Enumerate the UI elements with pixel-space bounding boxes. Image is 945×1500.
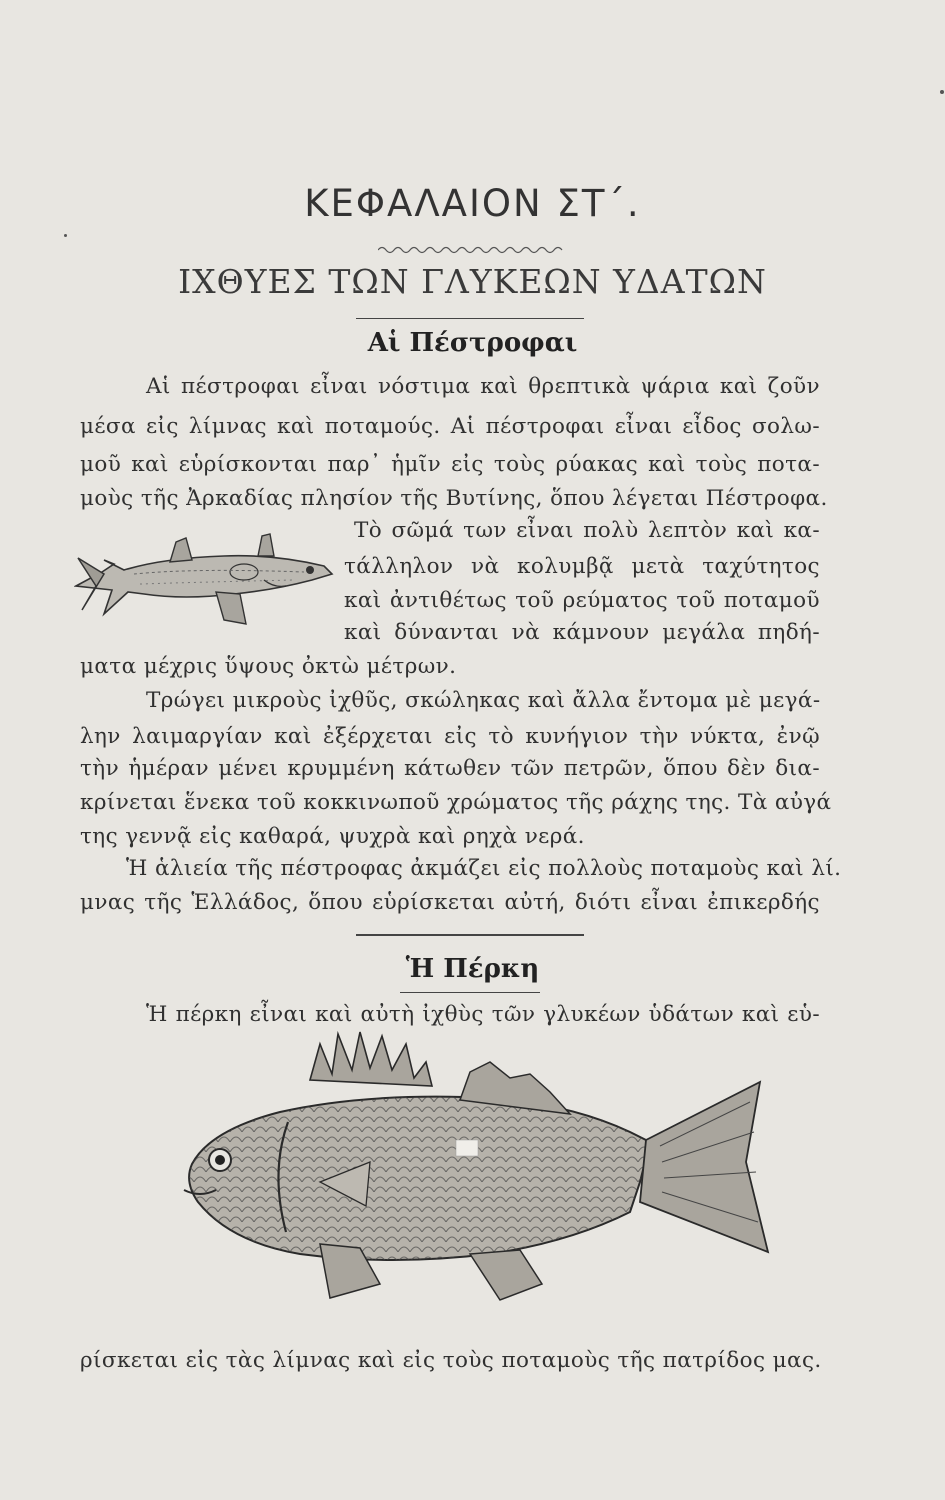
text-line: λην λαιμαργίαν καὶ ἐξέρχεται εἰς τὸ κυνήγιον τὴν νύκτα, ἐνῷ [80, 724, 820, 749]
trout-illustration [74, 528, 336, 638]
text-line: μοῦ καὶ εὑρίσκονται παρ᾽ ἡμῖν εἰς τοὺς ρύακας καὶ τοὺς ποτα- [80, 452, 820, 477]
page-speck [940, 90, 944, 94]
text-line: κρίνεται ἕνεκα τοῦ κοκκινωποῦ χρώματος τῆς ράχης της. Τὰ αὐγά [80, 790, 832, 815]
chapter-subtitle: ΙΧΘΥΕΣ ΤΩΝ ΓΛΥΚΕΩΝ ΥΔΑΤΩΝ [178, 262, 767, 301]
text-line: καὶ ἀντιθέτως τοῦ ρεύματος τοῦ ποταμοῦ [344, 588, 820, 613]
section-heading-trout: Αἱ Πέστροφαι [367, 328, 578, 358]
chapter-title: ΚΕΦΑΛΑΙΟΝ ΣΤ΄. [304, 182, 641, 225]
page-speck [64, 234, 67, 237]
text-line: της γεννᾷ εἰς καθαρά, ψυχρὰ καὶ ρηχὰ νερά. [80, 824, 585, 849]
text-line: μέσα εἰς λίμνας καὶ ποταμούς. Αἱ πέστροφαι εἶναι εἶδος σολω- [80, 414, 820, 439]
divider-rule [356, 318, 584, 319]
text-line: μνας τῆς Ἑλλάδος, ὅπου εὑρίσκεται αὐτή, διότι εἶναι ἐπικερδής [80, 890, 820, 915]
text-line: ματα μέχρις ὕψους ὀκτὼ μέτρων. [80, 654, 457, 679]
text-line: Τρώγει μικροὺς ἰχθῦς, σκώληκας καὶ ἄλλα ἔντομα μὲ μεγά- [146, 688, 821, 713]
text-line: τὴν ἡμέραν μένει κρυμμένη κάτωθεν τῶν πετρῶν, ὅπου δὲν δια- [80, 756, 820, 781]
perch-illustration [170, 1022, 790, 1322]
text-line: Τὸ σῶμά των εἶναι πολὺ λεπτὸν καὶ κα- [354, 518, 820, 543]
text-line: Ἡ ἁλιεία τῆς πέστροφας ἀκμάζει εἰς πολλοὺς ποταμοὺς καὶ λί. [126, 856, 842, 881]
text-line: τάλληλον νὰ κολυμβᾷ μετὰ ταχύτητος [344, 554, 820, 579]
text-line: μοὺς τῆς Ἀρκαδίας πλησίον τῆς Βυτίνης, ὅπου λέγεται Πέστροφα. [80, 486, 828, 511]
divider-rule [400, 992, 540, 993]
section-heading-perch: Ἡ Πέρκη [405, 954, 540, 984]
text-line: ρίσκεται εἰς τὰς λίμνας καὶ εἰς τοὺς ποταμοὺς τῆς πατρίδος μας. [80, 1348, 822, 1373]
text-line: Ἡ πέρκη εἶναι καὶ αὐτὴ ἰχθὺς τῶν γλυκέων ὑδάτων καὶ εὑ- [146, 1002, 820, 1027]
text-line: Αἱ πέστροφαι εἶναι νόστιμα καὶ θρεπτικὰ ψάρια καὶ ζοῦν [146, 374, 820, 399]
divider-rule [356, 934, 584, 936]
text-line: καὶ δύνανται νὰ κάμνουν μεγάλα πηδή- [344, 620, 820, 645]
wavy-ornament [378, 244, 568, 256]
